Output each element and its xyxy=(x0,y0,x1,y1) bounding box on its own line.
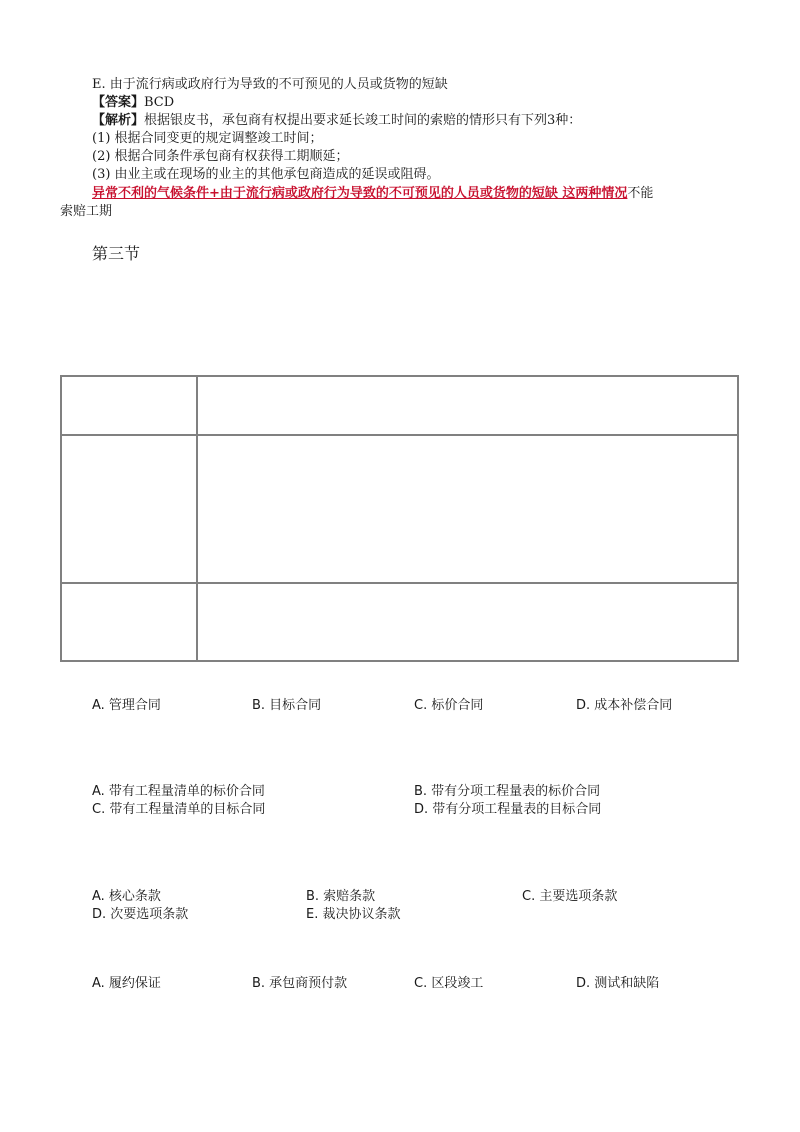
analysis-label: 【解析】 xyxy=(92,113,145,128)
note-line xyxy=(92,185,653,203)
q4-option-a: A. 履约保证 xyxy=(92,976,161,991)
empty-table xyxy=(60,375,739,662)
q2-option-d: D. 带有分项工程量表的目标合同 xyxy=(414,802,602,817)
option-e-text: E. 由于流行病或政府行为导致的不可预见的人员或货物的短缺 xyxy=(92,77,448,92)
q2-option-a: A. 带有工程量清单的标价合同 xyxy=(92,784,265,799)
section-title: 第三节 xyxy=(92,244,141,263)
q3-option-b: B. 索赔条款 xyxy=(306,889,376,904)
q4-option-d: D. 测试和缺陷 xyxy=(576,976,660,991)
q1-option-b: B. 目标合同 xyxy=(252,698,322,713)
analysis-item-3: (3) 由业主或在现场的业主的其他承包商造成的延误或阻碍。 xyxy=(92,167,440,182)
q3-option-d: D. 次要选项条款 xyxy=(92,907,189,922)
q1-option-c: C. 标价合同 xyxy=(414,698,484,713)
q3-option-e: E. 裁决协议条款 xyxy=(306,907,401,922)
analysis-item-1: (1) 根据合同变更的规定调整竣工时间； xyxy=(92,131,323,146)
q3-option-c: C. 主要选项条款 xyxy=(522,889,618,904)
q2-option-c: C. 带有工程量清单的目标合同 xyxy=(92,802,266,817)
q3-option-a: A. 核心条款 xyxy=(92,889,161,904)
analysis-item-2: (2) 根据合同条件承包商有权获得工期顺延； xyxy=(92,149,349,164)
q4-option-b: B. 承包商预付款 xyxy=(252,976,348,991)
q1-option-d: D. 成本补偿合同 xyxy=(576,698,673,713)
table-row-divider-1 xyxy=(62,434,737,436)
answer-line xyxy=(92,94,174,112)
note-line-2: 索赔工期 xyxy=(60,204,113,219)
analysis-text: 根据银皮书，承包商有权提出要求延长竣工时间的索赔的情形只有下列3种： xyxy=(144,113,582,128)
table-row-divider-2 xyxy=(62,582,737,584)
red-note: 异常不利的气候条件+由于流行病或政府行为导致的不可预见的人员或货物的短缺 这两种情况 xyxy=(92,186,628,201)
answer-label: 【答案】 xyxy=(92,95,145,110)
table-column-divider xyxy=(196,377,198,660)
q2-option-b: B. 带有分项工程量表的标价合同 xyxy=(414,784,601,799)
q1-option-a: A. 管理合同 xyxy=(92,698,161,713)
note-tail: 不能 xyxy=(627,186,654,201)
analysis-line xyxy=(92,112,581,130)
q4-option-c: C. 区段竣工 xyxy=(414,976,484,991)
answer-value: BCD xyxy=(144,95,175,110)
